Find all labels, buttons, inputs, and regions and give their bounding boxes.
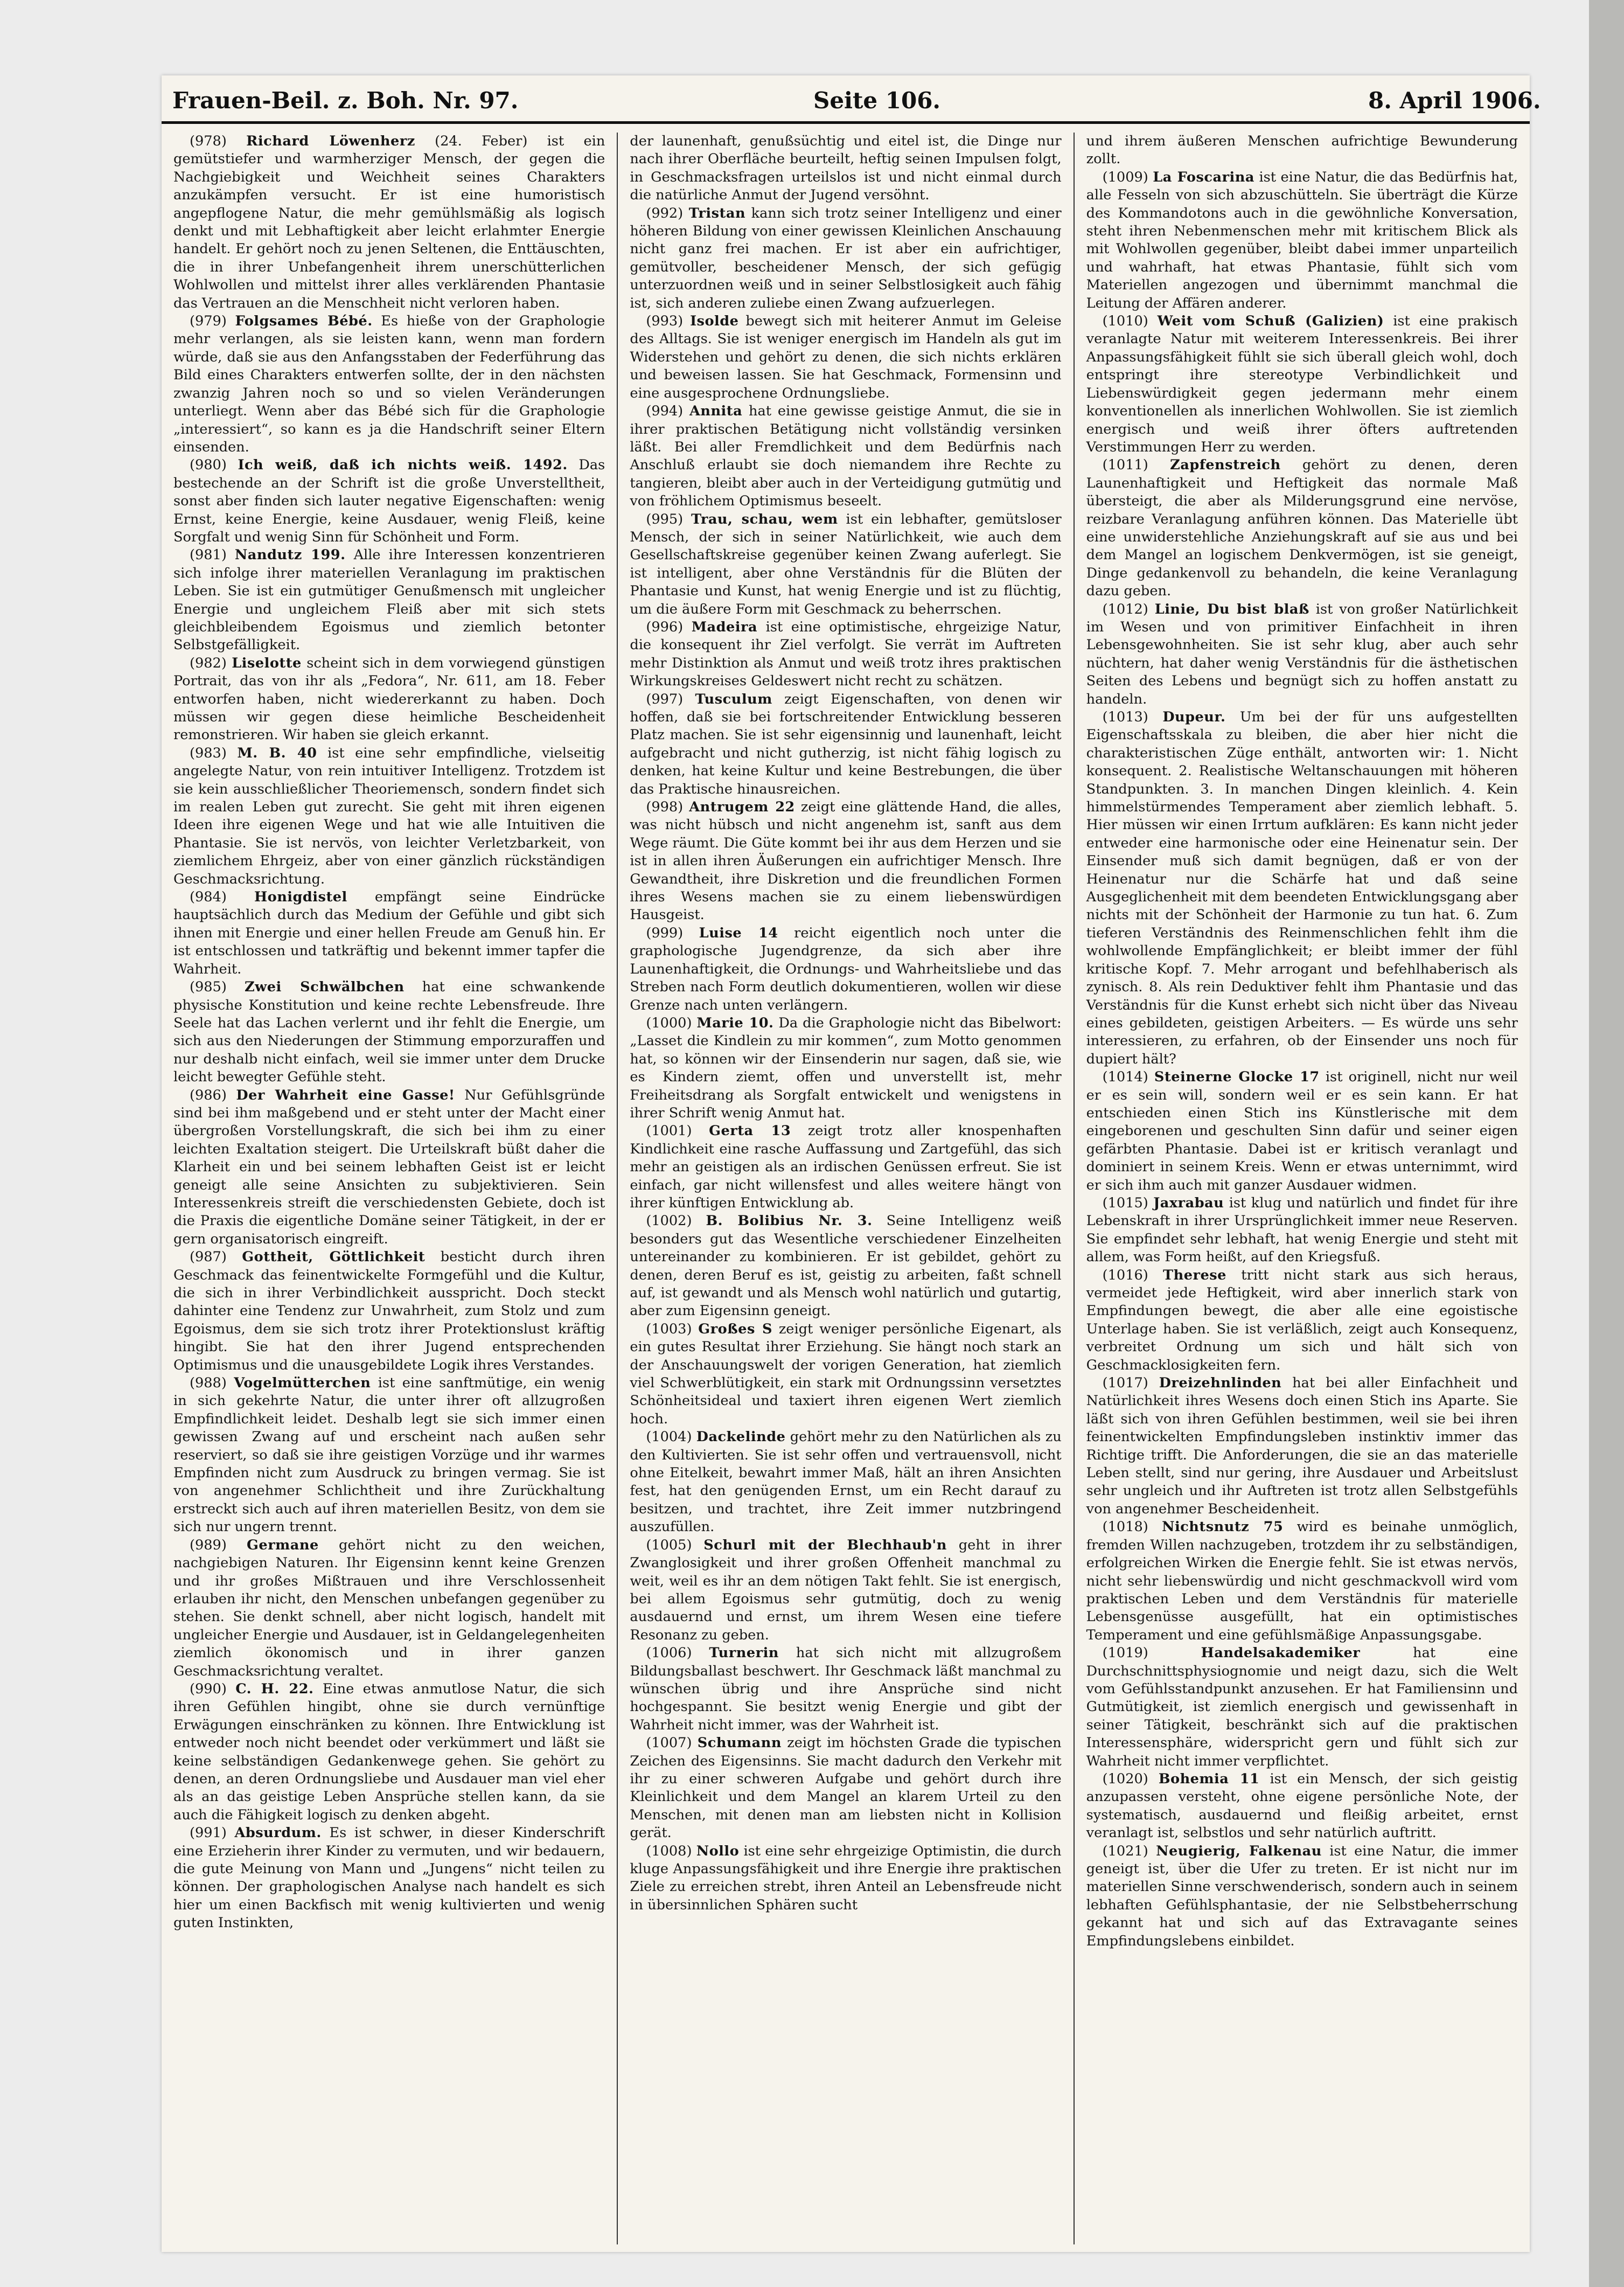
- column-entry: [630, 205, 1061, 312]
- column-entry: [630, 691, 1061, 798]
- entry-text: ist originell, nicht nur weil er es sein will, sondern weil er es sein kann. Er hat entschieden einen Stich ins Künstlerische mit dem eingeborenen und geschulten Sinn dafür und seiner eigen gefärbten Phantasie. Dabei ist er kritisch veranlagt und dominiert in seinem Kreis. Wenn er etwas unternimmt, wird er sich ihm auch mit ganzer Ausdauer widmen.: [1086, 1069, 1518, 1193]
- entry-pseudonym: Zwei Schwälbchen: [244, 979, 405, 996]
- entry-text: Es ist schwer, in dieser Kinderschrift eine Erzieherin ihrer Kinder zu vermuten, und wir bedauern, die gute Meinung von Mann und „Jungens“ nicht teilen zu können. Der graphologischen Analyse nach handelt es sich hier um einen Backfisch mit wenig kultivierten und wenig guten Instinkten,: [173, 1825, 605, 1931]
- column-entry: [173, 888, 605, 978]
- entry-text: hat eine Durchschnittsphysiognomie und neigt dazu, sich die Welt vom Gefühlsstandpunkt anzusehen. Er hat Familiensinn und Gutmütigkeit, ist ziemlich energisch und gewissenhaft in seiner Tätigkeit, beschränkt sich auf die praktischen Interessensphäre, widerspricht gern und fühlt sich zur Wahrheit nicht immer verpflichtet.: [1086, 1645, 1518, 1769]
- header-date: 8. April 1906.: [1368, 87, 1541, 114]
- entry-number: (995): [646, 511, 684, 527]
- entry-pseudonym: Germane: [247, 1537, 319, 1553]
- header-rule: [162, 121, 1530, 124]
- entry-text: zeigt eine glättende Hand, die alles, was nicht hübsch und nicht angenehm ist, sanft aus dem Wege räumt. Die Güte kommt bei ihr aus dem Herzen und sie ist in allen ihren Äußerungen ein aufrichtiger Mensch. Ihre Gewandtheit, ihre Diskretion und die freundlichen Formen ihres Wesens machen sie zu einem liebenswürdigen Hausgeist.: [630, 799, 1062, 923]
- column-entry: [1086, 133, 1518, 169]
- column-entry: [630, 924, 1061, 1014]
- entry-pseudonym: Absurdum.: [234, 1825, 322, 1841]
- entry-pseudonym: Dackelinde: [696, 1429, 786, 1445]
- entry-text: ist eine Natur, die das Bedürfnis hat, alle Fesseln von sich abzuschütteln. Sie überträgt die Kürze des Kommandotons auch in die gewöhnliche Konversation, steht ihren Nebenmenschen mehr mit kritischem Blick als mit Wohlwollen gegenüber, bleibt dabei immer unparteilich und wahrhaft, hat etwas Phantasie, fühlt sich vom Materiellen angezogen und übernimmt manchmal die Leitung der Affären anderer.: [1086, 169, 1518, 311]
- entry-number: (1009): [1102, 169, 1148, 185]
- entry-text: zeigt im höchsten Grade die typischen Zeichen des Eigensinns. Sie macht dadurch den Verkehr mit ihr zu einer schweren Aufgabe und gehört durch ihre Kleinlichkeit und dem Mangel an klarem Urteil zu den Menschen, mit denen man am liebsten nicht in Kollision gerät.: [630, 1735, 1062, 1841]
- entry-text: Da die Graphologie nicht das Bibelwort: „Lasset die Kindlein zu mir kommen“, zum Motto genommen hat, so können wir der Einsenderin nur sagen, daß sie, wie es Kindern ziemt, offen und unverstellt ist, mehr Freiheitsdrang als Sorgfalt entwickelt und wenigstens in ihrer Schrift wenig Anmut hat.: [630, 1014, 1062, 1121]
- entry-number: (1004): [646, 1429, 692, 1445]
- entry-number: (999): [646, 924, 684, 941]
- entry-number: (991): [190, 1825, 227, 1841]
- entry-number: (1001): [646, 1123, 692, 1139]
- entry-pseudonym: Linie, Du bist blaß: [1154, 601, 1309, 617]
- column-entry: [630, 1428, 1061, 1536]
- entry-text: reicht eigentlich noch unter die graphologische Jugendgrenze, da sich aber ihre Launenhaftigkeit, die Ordnungs- und Wahrheitsliebe und das Streben nach Form deutlich dokumentieren, wollen wir diese Grenze nach unten verlängern.: [630, 924, 1062, 1013]
- entry-pseudonym: Annita: [689, 403, 743, 420]
- column-entry: [630, 511, 1061, 618]
- entry-number: (1014): [1102, 1069, 1148, 1086]
- entry-text: zeigt weniger persönliche Eigenart, als ein gutes Resultat ihrer Erziehung. Sie hängt noch stark an der Anschauungswelt der vorigen Generation, hat ziemlich viel Schwerblütigkeit, ein stark mit Ordnungssinn versetztes Schönheitsideal und taxiert ihren eigenen Wert ziemlich hoch.: [630, 1320, 1062, 1427]
- column-entry: [1086, 456, 1518, 600]
- column-entry: [630, 1122, 1061, 1212]
- entry-number: (997): [646, 691, 684, 707]
- column-entry: [173, 655, 605, 745]
- entry-text: tritt nicht stark aus sich heraus, vermeidet jede Heftigkeit, wird aber innerlich stark von Empfindungen bewegt, die aber alle eine egoistische Unterlage haben. Sie ist verläßlich, zeigt auch Konsequenz, verbreitet Ordnung um sich und hält sich von Geschmacklosigkeiten fern.: [1086, 1267, 1518, 1373]
- entry-pseudonym: Nollo: [696, 1843, 740, 1859]
- entry-pseudonym: Luise 14: [699, 924, 778, 941]
- entry-pseudonym: Liselotte: [232, 655, 302, 671]
- column-2: [617, 133, 1073, 2244]
- entry-number: (1011): [1102, 457, 1148, 474]
- column-entry: [173, 312, 605, 456]
- column-entry: [1086, 1267, 1518, 1374]
- column-entry: [173, 1248, 605, 1374]
- entry-pseudonym: Therese: [1163, 1267, 1226, 1283]
- column-entry: [1086, 1843, 1518, 1950]
- entry-number: (1013): [1102, 709, 1148, 725]
- column-entry: [173, 978, 605, 1086]
- entry-text: ist eine sehr empfindliche, vielseitig angelegte Natur, von rein intuitiver Intelligenz. Trotzdem ist sie kein ausschließlicher Theoriemensch, sondern findet sich im realen Leben gut zurecht. Sie geht mit ihren eigenen Ideen ihre eigenen Wege und hat wie alle Intuitiven die Phantasie. Sie ist nervös, von leichter Verletzbarkeit, von ziemlichem Ehrgeiz, aber von einer gänzlich rückständigen Geschmacksrichtung.: [173, 745, 605, 887]
- entry-text: Alle ihre Interessen konzentrieren sich infolge ihrer materiellen Veranlagung im praktischen Leben. Sie ist ein gutmütiger Genußmensch mit ungleicher Energie und ungleichem Fleiß aber mit sich stets gleichbleibendem Egoismus und ziemlich betonter Selbstgefälligkeit.: [173, 547, 605, 654]
- entry-text: gehört zu denen, deren Launenhaftigkeit und Heftigkeit das normale Maß übersteigt, die aber als Milderungsgrund eine nervöse, reizbare Veranlagung anführen können. Das Materielle übt eine unwiderstehliche Anziehungskraft auf sie aus und bei dem Mangel an logischem Denkvermögen, ist sie geneigt, Dinge gedankenvoll zu behandeln, die keine Veranlagung dazu geben.: [1086, 457, 1518, 600]
- entry-text: hat sich nicht mit allzugroßem Bildungsballast beschwert. Ihr Geschmack läßt manchmal zu wünschen übrig und ihre Ansprüche sind nicht hochgespannt. Sie besitzt wenig Energie und gibt der Wahrheit nicht immer, was der Wahrheit ist.: [630, 1645, 1062, 1733]
- entry-number: (1015): [1102, 1194, 1148, 1211]
- entry-text: hat eine gewisse geistige Anmut, die sie in ihrer praktischen Betätigung nicht vollständig versinken läßt. Bei aller Fremdlichkeit und dem Bedürfnis nach Anschluß erlaubt sie doch niemandem ihre Rechte zu tangieren, bleibt aber auch in der Verteidigung gutmütig und von fröhlichem Optimismus beseelt.: [630, 403, 1062, 510]
- column-entry: [630, 1212, 1061, 1320]
- entry-number: (982): [190, 655, 227, 671]
- entry-pseudonym: Isolde: [690, 313, 739, 330]
- entry-pseudonym: Großes S: [698, 1320, 772, 1337]
- entry-pseudonym: Der Wahrheit eine Gasse!: [236, 1087, 455, 1103]
- entry-pseudonym: La Foscarina: [1153, 169, 1254, 185]
- entry-pseudonym: Gottheit, Göttlichkeit: [242, 1249, 426, 1266]
- entry-text: gehört nicht zu den weichen, nachgiebigen Naturen. Ihr Eigensinn kennt keine Grenzen und ihr großes Mißtrauen und ihre Verschlossenheit erlauben ihr nicht, den Menschen unbefangen gegenüber zu stehen. Sie denkt schnell, aber nicht logisch, handelt mit ungleicher Energie und Ausdauer, ist in Geldangelegenheiten ziemlich ökonomisch und in ihrer ganzen Geschmacksrichtung veraltet.: [173, 1537, 605, 1679]
- column-3: [1074, 133, 1530, 2244]
- entry-number: (993): [646, 313, 684, 330]
- page-header: [162, 81, 1541, 120]
- entry-number: (996): [646, 618, 684, 635]
- entry-number: (984): [190, 889, 227, 906]
- column-entry: [630, 1014, 1061, 1122]
- entry-number: (1016): [1102, 1267, 1148, 1283]
- column-entry: [630, 1843, 1061, 1915]
- entry-number: (987): [190, 1249, 227, 1266]
- entry-pseudonym: C. H. 22.: [235, 1680, 314, 1697]
- entry-text: Eine etwas anmutlose Natur, die sich ihren Gefühlen hingibt, ohne sie durch vernünftige Erwägungen einschränken zu können. Ihre Entwicklung ist entweder noch nicht beendet oder verkümmert und läßt sie keine selbständigen Gedankenwege gehen. Sie gehört zu denen, an deren Ordnungsliebe und Ausdauer man viel eher als an das geistige Leben Ansprüche stellen kann, da sie auch die Fähigkeit logisch zu denken abgeht.: [173, 1680, 605, 1823]
- entry-number: (978): [190, 133, 227, 149]
- entry-pseudonym: B. Bolibius Nr. 3.: [706, 1213, 873, 1229]
- column-entry: [1086, 1374, 1518, 1518]
- column-entry: [630, 1320, 1061, 1428]
- entry-text: Es hieße von der Graphologie mehr verlangen, als sie leisten kann, wenn man fordern würde, daß sie aus den Anfangsstaben der Federführung das Bild eines Charakters entwerfen sollte, der in den nächsten zwanzig Jahren noch so und so vielen Veränderungen unterliegt. Wenn aber das Bébé sich für die Graphologie „interessiert“, so kann es ja die Handschrift seiner Eltern einsenden.: [173, 313, 605, 455]
- column-entry: [1086, 1644, 1518, 1770]
- header-publication: Frauen-Beil. z. Boh. Nr. 97.: [172, 87, 519, 114]
- column-entry: [1086, 1194, 1518, 1267]
- column-1: [162, 133, 617, 2244]
- entry-pseudonym: Dreizehnlinden: [1159, 1375, 1282, 1392]
- column-entry: [173, 133, 605, 312]
- entry-number: (1007): [646, 1735, 692, 1751]
- entry-text: ist eine sehr ehrgeizige Optimistin, die durch kluge Anpassungsfähigkeit und ihre Energie ihre praktischen Ziele zu erreichen strebt, ihren Anteil an Lebensfreude nicht in übersinnlichen Sphären sucht: [630, 1843, 1062, 1913]
- entry-pseudonym: Trau, schau, wem: [691, 511, 838, 527]
- header-page-number: Seite 106.: [813, 87, 941, 114]
- entry-text: bewegt sich mit heiterer Anmut im Geleise des Alltags. Sie ist weniger energisch im Handeln als gut im Widerstehen und gehört zu denen, die sich nichts erklären und beweisen lassen. Sie hat Geschmack, Formensinn und eine ausgesprochene Ordnungsliebe.: [630, 313, 1062, 401]
- entry-number: (990): [190, 1680, 227, 1697]
- entry-pseudonym: Tristan: [688, 205, 746, 221]
- entry-number: (988): [190, 1375, 227, 1392]
- entry-pseudonym: Marie 10.: [696, 1014, 774, 1031]
- column-entry: [630, 133, 1061, 205]
- entry-text: besticht durch ihren Geschmack das feinentwickelte Formgefühl und die Kultur, die sich in ihrer Verbindlichkeit ausspricht. Doch steckt dahinter eine Tendenz zur Unwahrheit, zum Stolz und zum Egoismus, dem sie sich trotz ihrer Protektionslust kräftig hingibt. Sie hat den ihrer Jugend entsprechenden Optimismus und die unausgebildete Logik ihres Verstandes.: [173, 1249, 605, 1373]
- column-entry: [1086, 601, 1518, 708]
- entry-text: wird es beinahe unmöglich, fremden Willen nachzugeben, trotzdem ihr zu selbständigen, erfolgreichen Wirken die Energie fehlt. Sie ist etwas nervös, nicht sehr liebenswürdig und nicht geschmackvoll wird vom praktischen Leben und dem Verständnis für materielle Lebensgenüsse ausgefüllt, hat ein optimistisches Temperament und eine gefühlsmäßige Anpassungsgabe.: [1086, 1519, 1518, 1643]
- entry-text: scheint sich in dem vorwiegend günstigen Portrait, das von ihr als „Fedora“, Nr. 611, am 18. Feber entworfen haben, nicht wiedererkannt zu haben. Doch müssen wir gegen diese heimliche Bescheidenheit remonstrieren. Wir haben sie gleich erkannt.: [173, 655, 605, 743]
- column-entry: [630, 1644, 1061, 1734]
- entry-number: (1012): [1102, 601, 1148, 617]
- column-entry: [173, 1087, 605, 1249]
- column-entry: [630, 402, 1061, 510]
- entry-number: (1000): [646, 1014, 692, 1031]
- entry-number: (1021): [1102, 1843, 1148, 1859]
- entry-text: ist eine optimistische, ehrgeizige Natur, die konsequent ihr Ziel verfolgt. Sie verrät im Auftreten mehr Distinktion als Anmut und weiß trotz ihres praktischen Wirkungskreises Geldeswert nicht recht zu schätzen.: [630, 618, 1062, 690]
- entry-number: (1003): [646, 1320, 692, 1337]
- entry-pseudonym: Zapfenstreich: [1170, 457, 1281, 474]
- column-entry: [173, 456, 605, 546]
- entry-pseudonym: Handelsakademiker: [1201, 1645, 1361, 1662]
- entry-text: gehört mehr zu den Natürlichen als zu den Kultivierten. Sie ist sehr offen und vertrauensvoll, nicht ohne Eitelkeit, bewahrt immer Maß, hält an ihren Ansichten fest, hat den genügenden Ernst, um ein Recht darauf zu besitzen, und trachtet, ihre Zeit immer nutzbringend auszufüllen.: [630, 1429, 1062, 1535]
- column-entry: [173, 1824, 605, 1932]
- entry-text: empfängt seine Eindrücke hauptsächlich durch das Medium der Gefühle und gibt sich ihnen mit Energie und einer hellen Freude am Genuß hin. Er ist entschlossen und tatkräftig und bekennt immer tapfer die Wahrheit.: [173, 889, 605, 977]
- entry-pseudonym: Antrugem 22: [689, 799, 795, 816]
- column-entry: [1086, 708, 1518, 1068]
- entry-pseudonym: Schurl mit der Blechhaub'n: [703, 1537, 947, 1553]
- entry-number: (1005): [646, 1537, 692, 1553]
- entry-text: ist eine sanftmütige, ein wenig in sich gekehrte Natur, die unter ihrer oft allzugroßen Empfindlichkeit leidet. Deshalb legt sie sich immer einen gewissen Zwang auf und erscheint nach außen sehr reserviert, so daß sie ihre geistigen Vorzüge und ihr warmes Empfinden nicht zum Ausdruck zu bringen vermag. Sie ist von angenehmer Schlichtheit und ihre Zurückhaltung erstreckt sich auch auf ihren materiellen Besitz, von dem sie sich nur ungern trennt.: [173, 1375, 605, 1535]
- column-entry: [630, 618, 1061, 691]
- entry-text: hat bei aller Einfachheit und Natürlichkeit ihres Wesens doch einen Stich ins Aparte. Sie läßt sich von ihren Gefühlen bestimmen, weil sie bei ihren feinentwickelten Empfindungsleben instinktiv immer das Richtige trifft. Die Anforderungen, die sie an das materielle Leben stellt, sind nur gering, ihre Ausdauer und Arbeitslust sehr ungleich und ihr Auftreten ist trotz allen Selbstgefühls von angenehmer Bescheidenheit.: [1086, 1375, 1518, 1517]
- entry-number: (992): [646, 205, 684, 221]
- entry-pseudonym: Nichtsnutz 75: [1162, 1519, 1284, 1535]
- entry-number: (985): [190, 979, 227, 996]
- entry-pseudonym: Richard Löwenherz: [246, 133, 415, 149]
- entry-text: (24. Feber) ist ein gemütstiefer und warmherziger Mensch, der gegen die Nachgiebigkeit und Weichheit seines Charakters anzukämpfen versucht. Er ist eine humoristisch angepflogene Natur, die mehr gemühlsmäßig als logisch denkt und mit Lebhaftigkeit aber leicht erlahmter Energie handelt. Er gehört noch zu jenen Seltenen, die Enttäuschten, die in ihrer Unbefangenheit ihrem unerschütterlichen Wohlwollen und mittelst ihrer alles verklärenden Phantasie das Vertrauen an die Menschheit nicht verloren haben.: [173, 133, 605, 311]
- entry-number: (1008): [646, 1843, 692, 1859]
- entry-number: (1017): [1102, 1375, 1148, 1392]
- entry-pseudonym: Dupeur.: [1162, 709, 1226, 725]
- column-entry: [173, 1537, 605, 1680]
- entry-pseudonym: Gerta 13: [709, 1123, 791, 1139]
- entry-text: geht in ihrer Zwanglosigkeit und ihrer großen Offenheit manchmal zu weit, weil es ihr an dem nötigen Takt fehlt. Sie ist energisch, bei allem Egoismus sehr gutmütig, doch zu wenig ausdauernd und ernst, um ihrem Wesen eine tiefere Resonanz zu geben.: [630, 1537, 1062, 1643]
- column-entry: [1086, 312, 1518, 456]
- entry-number: (998): [646, 799, 684, 816]
- entry-number: (983): [190, 745, 227, 761]
- entry-number: (986): [190, 1087, 227, 1103]
- entry-number: (979): [190, 313, 227, 330]
- entry-number: (1006): [646, 1645, 692, 1662]
- entry-pseudonym: Tusculum: [695, 691, 772, 707]
- entry-pseudonym: Vogelmütterchen: [234, 1375, 371, 1392]
- entry-text: ist ein lebhafter, gemütsloser Mensch, der sich in seiner Natürlichkeit, wie auch dem Gesellschaftskreise gegenüber keinen Zwang auferlegt. Sie ist intelligent, aber ohne Verständnis für die Blüten der Phantasie und Kunst, hat wenig Energie und ist zu flüchtig, um die äußere Form mit Geschmack zu beherrschen.: [630, 511, 1062, 617]
- entry-text: Seine Intelligenz weiß besonders gut das Wesentliche verschiedener Einzelheiten untereinander zu kombinieren. Er ist gebildet, gehört zu denen, deren Beruf es ist, geistig zu arbeiten, faßt schnell auf, ist gewandt und als Mensch wohl natürlich und gutartig, aber zum Eigensinn geneigt.: [630, 1213, 1062, 1319]
- entry-text: ist eine Natur, die immer geneigt ist, über die Ufer zu treten. Er ist nicht nur im materiellen Sinne verschwenderisch, sondern auch in seinem lebhaften Gefühlsphantasie, der nie Selbstbeherrschung gekannt hat und sich auf das Extravagante seines Empfindungslebens einbildet.: [1086, 1843, 1518, 1949]
- entry-pseudonym: Bohemia 11: [1158, 1770, 1260, 1787]
- entry-text: zeigt trotz aller knospenhaften Kindlichkeit eine rasche Auffassung und Zartgefühl, das sich mehr an geistigen als an irdischen Genüssen erfreut. Sie ist einfach, gar nicht willensfest und alles weitere hängt von ihrer künftigen Entwicklung ab.: [630, 1123, 1062, 1211]
- entry-number: (989): [190, 1537, 227, 1553]
- entry-pseudonym: M. B. 40: [237, 745, 317, 761]
- column-entry: [1086, 1770, 1518, 1843]
- entry-text: zeigt Eigenschaften, von denen wir hoffen, daß sie bei fortschreitender Entwicklung besseren Platz machen. Sie ist sehr eigensinnig und launenhaft, leicht aufgebracht und nicht gutherzig, ist nicht fähig logisch zu denken, hat keine Kultur und keine Bestrebungen, die über das Praktische hinausreichen.: [630, 691, 1062, 797]
- entry-number: (1019): [1102, 1645, 1148, 1662]
- entry-text: kann sich trotz seiner Intelligenz und einer höheren Bildung von einer gewissen Kleinlichen Anschauung nicht ganz frei machen. Er ist aber ein aufrichtiger, gemütvoller, bescheidener Mensch, der sich gefügig unterzuordnen weiß und in seiner Selbstlosigkeit auch fähig ist, sich anderen zuliebe einen Zwang aufzuerlegen.: [630, 205, 1062, 311]
- entry-text: ist von großer Natürlichkeit im Wesen und von primitiver Einfachheit in ihren Lebensgewohnheiten. Sie ist sehr klug, aber auch sehr nüchtern, hat daher wenig Verständnis für die ästhetischen Seiten des Lebens und begnügt sich zu hoffen anstatt zu handeln.: [1086, 601, 1518, 707]
- entry-pseudonym: Nandutz 199.: [234, 547, 346, 564]
- book-spine: [1589, 0, 1624, 2287]
- entry-text: Das bestechende an der Schrift ist die große Unverstelltheit, sonst aber finden sich lauter negative Eigenschaften: wenig Ernst, keine Energie, keine Ausdauer, wenig Fleiß, keine Sorgfalt und wenig Sinn für Schönheit und Form.: [173, 457, 605, 545]
- column-entry: [173, 1374, 605, 1537]
- column-entry: [630, 1734, 1061, 1842]
- entry-text: der launenhaft, genußsüchtig und eitel ist, die Dinge nur nach ihrer Oberfläche beurteilt, heftig seinen Impulsen folgt, in Geschmacksfragen urteilslos ist und nicht einmal durch die natürliche Anmut der Jugend versöhnt.: [630, 133, 1062, 204]
- entry-text: Nur Gefühlsgründe sind bei ihm maßgebend und er steht unter der Macht einer übergroßen Vorstellungskraft, die sich bei ihm zu einer leichten Exaltation steigert. Die Urteilskraft büßt daher die Klarheit ein und bei seinem lebhaften Geist ist er leicht geneigt alle seine Ansichten zu subjektivieren. Sein Interessenkreis streift die verschiedensten Gebiete, doch ist die Praxis die eigentliche Domäne seiner Tätigkeit, in der er gern organisatorisch eingreift.: [173, 1087, 605, 1247]
- entry-text: und ihrem äußeren Menschen aufrichtige Bewunderung zollt.: [1086, 133, 1518, 168]
- entry-pseudonym: Neugierig, Falkenau: [1156, 1843, 1322, 1859]
- entry-number: (1018): [1102, 1519, 1148, 1535]
- column-entry: [630, 1537, 1061, 1644]
- entry-text: hat eine schwankende physische Konstitution und keine rechte Lebensfreude. Ihre Seele hat das Lachen verlernt und ihr fehlt die Energie, um sich aus den Niederungen der Stimmung emporzuraffen und nur deshalb nicht einfach, weil sie immer unter dem Drucke leicht bewegter Gefühle steht.: [173, 979, 605, 1086]
- column-entry: [173, 1680, 605, 1824]
- entry-number: (1010): [1102, 313, 1148, 330]
- entry-text: ist eine prakisch veranlagte Natur mit weiterem Interessenkreis. Bei ihrer Anpassungsfähigkeit fühlt sie sich überall gleich wohl, doch entspringt ihre stereotype Verbindlichkeit und Liebenswürdigkeit gegen jedermann mehr einem konventionellen als innerlichen Wohlwollen. Sie ist ziemlich energisch und weiß ihrer öfters auftretenden Verstimmungen Herr zu werden.: [1086, 313, 1518, 455]
- entry-number: (994): [646, 403, 684, 420]
- entry-number: (980): [190, 457, 227, 474]
- column-entry: [630, 312, 1061, 402]
- column-entry: [1086, 1518, 1518, 1644]
- entry-pseudonym: Madeira: [691, 618, 758, 635]
- column-entry: [1086, 169, 1518, 312]
- entry-pseudonym: Schumann: [697, 1735, 782, 1751]
- entry-number: (1020): [1102, 1770, 1148, 1787]
- entry-pseudonym: Weit vom Schuß (Galizien): [1157, 313, 1384, 330]
- entry-pseudonym: Honigdistel: [254, 889, 347, 906]
- text-columns: [162, 133, 1530, 2244]
- entry-pseudonym: Steinerne Glocke 17: [1154, 1069, 1320, 1086]
- column-entry: [173, 546, 605, 654]
- column-entry: [630, 798, 1061, 924]
- entry-pseudonym: Jaxrabau: [1153, 1194, 1224, 1211]
- entry-number: (1002): [646, 1213, 692, 1229]
- entry-number: (981): [190, 547, 227, 564]
- entry-pseudonym: Ich weiß, daß ich nichts weiß. 1492.: [238, 457, 568, 474]
- column-entry: [173, 745, 605, 888]
- entry-text: Um bei der für uns aufgestellten Eigenschaftsskala zu bleiben, die aber hier nicht die charakteristischen Züge enthält, antworten wir: 1. Nicht konsequent. 2. Realistische Weltanschauungen mit höheren Standpunkten. 3. In manchen Dingen kleinlich. 4. Kein himmelstürmendes Temperament aber ziemlich lebhaft. 5. Hier müssen wir einen Irrtum aufklären: Es kann nicht jeder entweder eine harmonische oder eine Heinenatur sein. Der Einsender muß sich damit begnügen, daß er von der Heinenatur nur die Schärfe hat und daß seine Ausgeglichenheit mit dem beendeten Entwicklungsgang aber nichts mit der Schönheit der Harmonie zu tun hat. 6. Zum tieferen Verständnis des Reinmenschlichen fehlt ihm die wohlwollende Empfänglichkeit; er bleibt immer der fühl kritische Kopf. 7. Mehr arrogant und befehlhaberisch als zynisch. 8. Als rein Deduktiver fehlt ihm Phantasie und das Verständnis für die Kunst erhebt sich nicht über das Niveau eines gebildeten, geistigen Arbeiters. — Es würde uns sehr interessieren, zu erfahren, ob der Einsender uns noch für dupiert hält?: [1086, 709, 1518, 1067]
- entry-pseudonym: Turnerin: [709, 1645, 779, 1662]
- entry-text: ist ein Mensch, der sich geistig anzupassen versteht, ohne eigene persönliche Note, der systematisch, ausdauernd und fleißig arbeitet, ernst veranlagt ist, selbstlos und sehr natürlich auftritt.: [1086, 1770, 1518, 1841]
- entry-pseudonym: Folgsames Bébé.: [235, 313, 373, 330]
- entry-text: ist klug und natürlich und findet für ihre Lebenskraft in ihrer Ursprünglichkeit immer neue Reserven. Sie empfindet sehr lebhaft, hat wenig Energie und steht mit allem, was Form heißt, auf den Kriegsfuß.: [1086, 1194, 1518, 1266]
- column-entry: [1086, 1068, 1518, 1194]
